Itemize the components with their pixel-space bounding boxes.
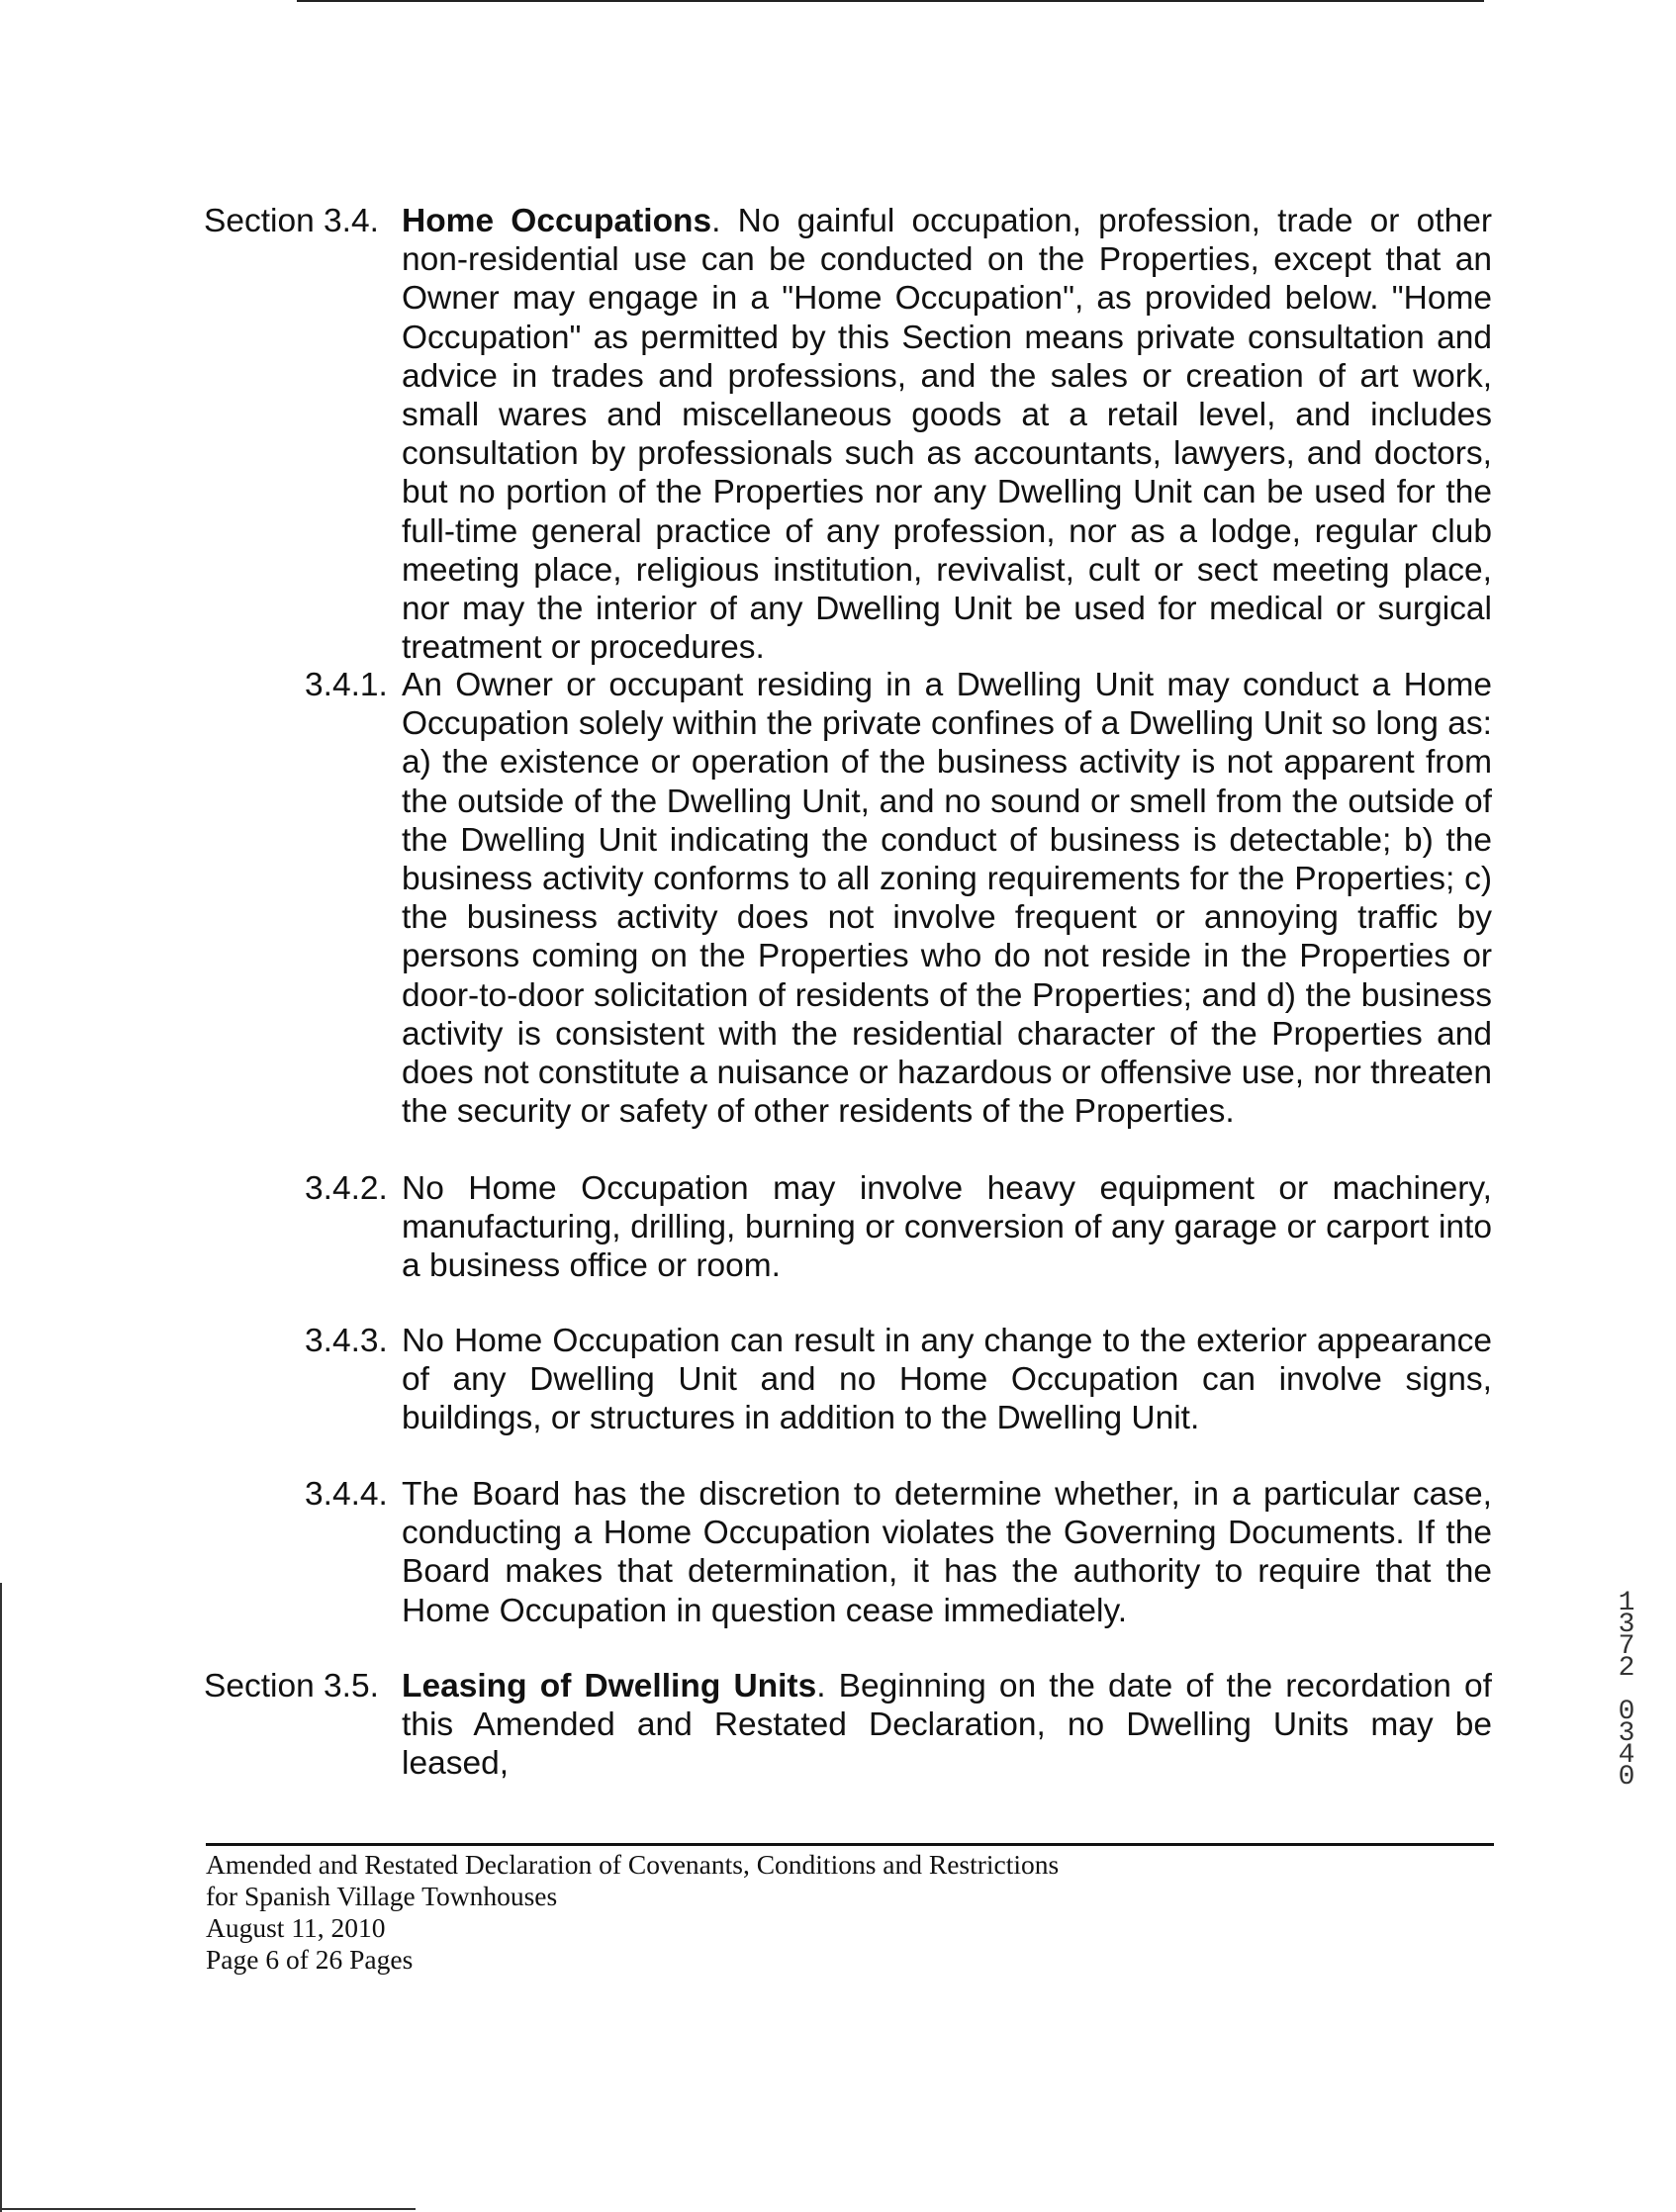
subsection-3-4-1-text: An Owner or occupant residing in a Dwelling Unit may conduct a Home Occupation solely within the private confines of a Dwelling Unit so long as: a) the existence or operation of the business activity is not apparent from the outside of the Dwelling Unit, and no sound or smell from the outside of the Dwelling Unit indicating the conduct of business is detectable; b) the business activity conforms to all zoning requirements for the Properties; c) the business activity does not involve frequent or annoying traffic by persons coming on the Properties who do not reside in the Properties or door-to-door solicitation of residents of the Properties; and d) the business activity is consistent with the residential character of the Properties and does not constitute a nuisance or hazardous or offensive use, nor threaten the security or safety of other residents of the Properties. xyxy=(402,667,1492,1131)
subsection-3-4-2-text: No Home Occupation may involve heavy equipment or machinery, manufacturing, drilling, burning or conversion of any garage or carport into a business office or room. xyxy=(402,1170,1492,1285)
subsection-3-4-3-number: 3.4.3. xyxy=(305,1323,388,1359)
stamp-digit: 3 xyxy=(1618,1610,1635,1640)
footer-divider xyxy=(206,1843,1494,1846)
stamp-digit: 1 xyxy=(1618,1588,1635,1618)
document-footer xyxy=(206,1849,1059,1976)
stamp-digit: 4 xyxy=(1618,1740,1635,1771)
section-3-5-number: Section 3.5. xyxy=(204,1668,379,1705)
stamp-digit: 0 xyxy=(1618,1697,1635,1727)
stamp-digit: 7 xyxy=(1618,1631,1635,1662)
scan-left-border xyxy=(0,1583,2,2212)
section-3-4-text: . No gainful occupation, profession, trade or other non-residential use can be conducted on the Properties, except that an Owner may engage in a "Home Occupation", as provided below. "Home Occupation" as permitted by this Section means private consultation and advice in trades and professions, and the sales or creation of art work, small wares and miscellaneous goods at a retail level, and includes consultation by professionals such as accountants, lawyers, and doctors, but no portion of the Properties nor any Dwelling Unit can be used for the full-time general practice of any profession, nor as a lodge, regular club meeting place, religious institution, revivalist, cult or sect meeting place, nor may the interior of any Dwelling Unit be used for medical or surgical treatment or procedures. xyxy=(402,203,1492,667)
stamp-digit: 2 xyxy=(1618,1653,1635,1684)
subsection-3-4-2-number: 3.4.2. xyxy=(305,1170,388,1207)
footer-subtitle: for Spanish Village Townhouses xyxy=(206,1881,558,1911)
scan-bottom-border xyxy=(0,2208,416,2210)
footer-title: Amended and Restated Declaration of Covenants, Conditions and Restrictions xyxy=(206,1849,1060,1880)
subsection-3-4-3-text: No Home Occupation can result in any change to the exterior appearance of any Dwelling Unit and no Home Occupation can involve signs, buildings, or structures in addition to the Dwelling Unit. xyxy=(402,1323,1492,1437)
subsection-3-4-1-number: 3.4.1. xyxy=(305,667,388,703)
section-3-5-heading: Leasing of Dwelling Units xyxy=(402,1668,817,1705)
stamp-digit: 3 xyxy=(1618,1718,1635,1749)
section-3-4-heading: Home Occupations xyxy=(402,203,712,239)
footer-date: August 11, 2010 xyxy=(206,1912,386,1943)
section-3-5-paragraph xyxy=(402,1667,1492,1784)
recording-stamp xyxy=(1615,1588,1638,1793)
section-3-4-number: Section 3.4. xyxy=(204,203,379,239)
stamp-digit: 0 xyxy=(1618,1762,1635,1793)
subsection-3-4-4-text: The Board has the discretion to determine whether, in a particular case, conducting a Home Occupation violates the Governing Documents. If the Board makes that determination, it has the authority to require that the Home Occupation in question cease immediately. xyxy=(402,1476,1492,1629)
section-3-5-text: . Beginning on the date of the recordation of this Amended and Restated Declaration, no Dwelling Units may be leased, xyxy=(402,1668,1492,1783)
section-3-4-paragraph xyxy=(402,202,1492,667)
footer-page-number: Page 6 of 26 Pages xyxy=(206,1944,414,1975)
scan-top-border xyxy=(297,0,1484,2)
subsection-3-4-4-number: 3.4.4. xyxy=(305,1476,388,1513)
